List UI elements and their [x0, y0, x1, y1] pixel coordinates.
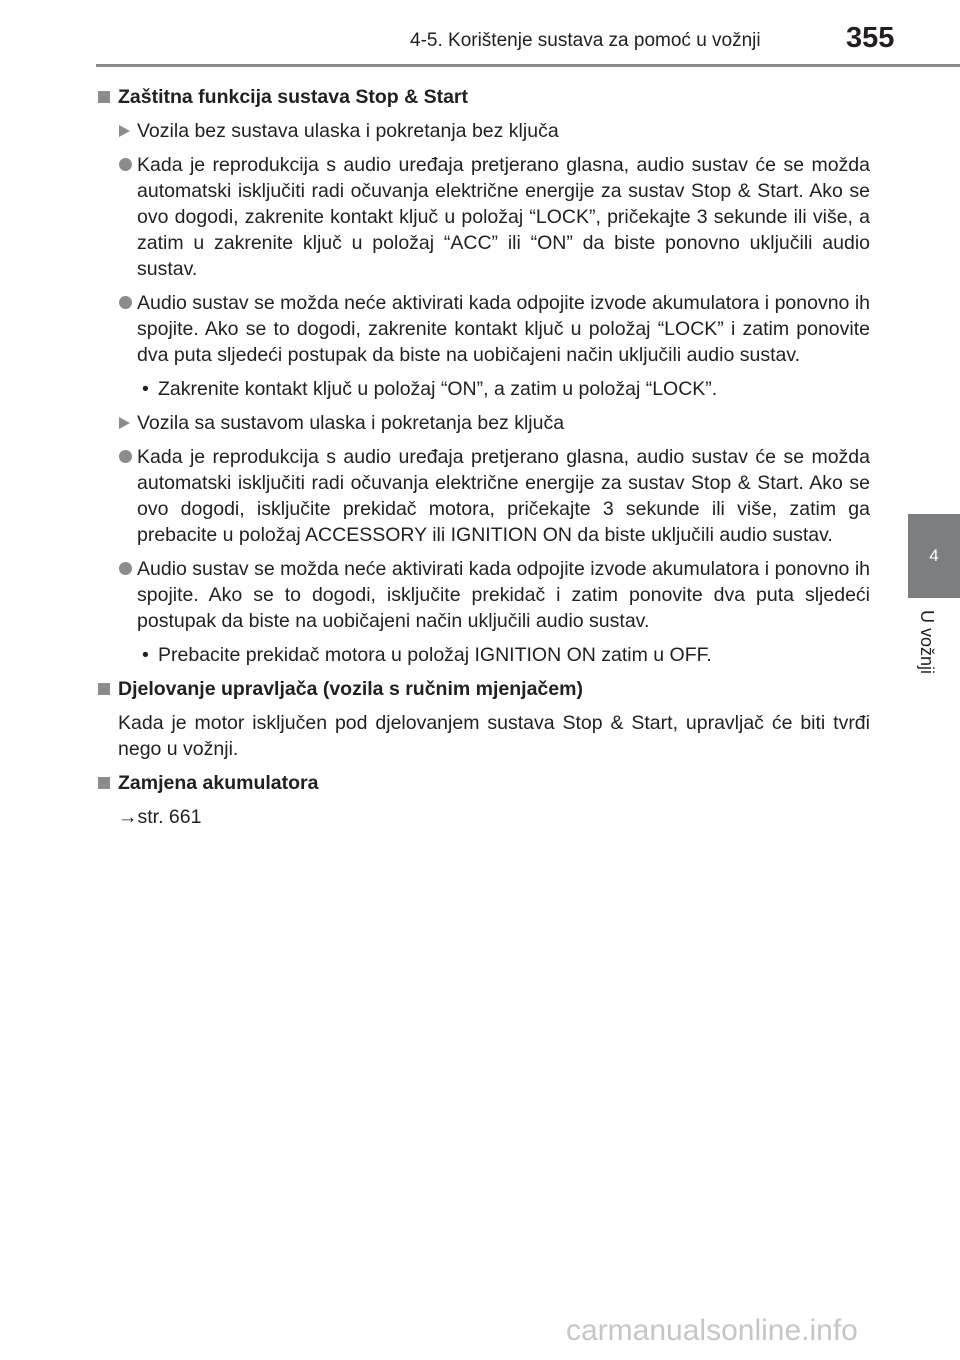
circle-bullet-icon	[119, 450, 132, 463]
bullet-item	[98, 444, 870, 548]
page-content	[98, 77, 870, 830]
square-bullet-icon	[98, 683, 110, 695]
square-bullet-icon	[98, 777, 110, 789]
step-text: Prebacite prekidač motora u položaj IGNITION ON zatim u OFF.	[158, 644, 712, 666]
dot-bullet-icon: •	[142, 378, 149, 400]
chapter-number: 4	[929, 546, 939, 565]
subheading	[98, 410, 870, 436]
step-text: Zakrenite kontakt ključ u položaj “ON”, a zatim u položaj “LOCK”.	[158, 378, 718, 400]
bullet-text: Kada je reprodukcija s audio uređaja pretjerano glasna, audio sustav će se možda automatski isključiti radi očuvanja električne energije za sustav Stop & Start. Ako se ovo dogodi, isključite prekidač motora, pričekajte 3 sekunde ili više, zatim ga prebacite u položaj ACCESSORY ili IGNITION ON da biste uključili audio sustav.	[137, 446, 870, 546]
subheading-text: Vozila bez sustava ulaska i pokretanja bez ključa	[137, 120, 559, 142]
step-item	[98, 376, 870, 402]
circle-bullet-icon	[119, 158, 132, 171]
bullet-text: Kada je reprodukcija s audio uređaja pretjerano glasna, audio sustav će se možda automatski isključiti radi očuvanja električne energije za sustav Stop & Start. Ako se ovo dogodi, zakrenite kontakt ključ u položaj “LOCK”, pričekajte 3 sekunde ili više, a zatim u zakrenite ključ u položaj “ACC” ili “ON” da biste ponovno uključili audio sustav.	[137, 154, 870, 280]
circle-bullet-icon	[119, 562, 132, 575]
section-heading	[98, 770, 870, 796]
square-bullet-icon	[98, 91, 110, 103]
header-divider	[96, 64, 960, 67]
header-title: 4-5. Korištenje sustava za pomoć u vožnji	[410, 30, 761, 51]
section-heading	[98, 84, 870, 110]
section-title: Zamjena akumulatora	[118, 772, 319, 794]
section-title: Djelovanje upravljača (vozila s ručnim mjenjačem)	[118, 678, 583, 700]
triangle-marker-icon	[119, 417, 130, 429]
step-item	[98, 642, 870, 668]
chapter-tab[interactable]	[908, 514, 960, 598]
section-heading	[98, 676, 870, 702]
triangle-marker-icon	[119, 125, 130, 137]
subheading	[98, 118, 870, 144]
subheading-text: Vozila sa sustavom ulaska i pokretanja bez ključa	[137, 412, 565, 434]
bullet-item	[98, 152, 870, 282]
chapter-label: U vožnji	[917, 610, 937, 675]
bullet-item	[98, 556, 870, 634]
page-reference-link[interactable]: →str. 661	[118, 806, 202, 828]
section-title: Zaštitna funkcija sustava Stop & Start	[118, 86, 469, 108]
watermark: carmanualsonline.info	[566, 1314, 858, 1347]
dot-bullet-icon: •	[142, 644, 149, 666]
circle-bullet-icon	[119, 296, 132, 309]
bullet-text: Audio sustav se možda neće aktivirati kada odpojite izvode akumulatora i ponovno ih spojite. Ako se to dogodi, zakrenite kontakt ključ u položaj “LOCK” i zatim ponovite dva puta sljedeći postupak da biste na uobičajeni način uključili audio sustav.	[137, 292, 870, 366]
bullet-text: Audio sustav se možda neće aktivirati kada odpojite izvode akumulatora i ponovno ih spojite. Ako se to dogodi, isključite prekidač i zatim ponovite dva puta sljedeći postupak da biste na uobičajeni način uključili audio sustav.	[137, 558, 870, 632]
section-paragraph: Kada je motor isključen pod djelovanjem sustava Stop & Start, upravljač će biti tvrđi nego u vožnji.	[118, 712, 870, 760]
page-number: 355	[846, 22, 895, 54]
bullet-item	[98, 290, 870, 368]
